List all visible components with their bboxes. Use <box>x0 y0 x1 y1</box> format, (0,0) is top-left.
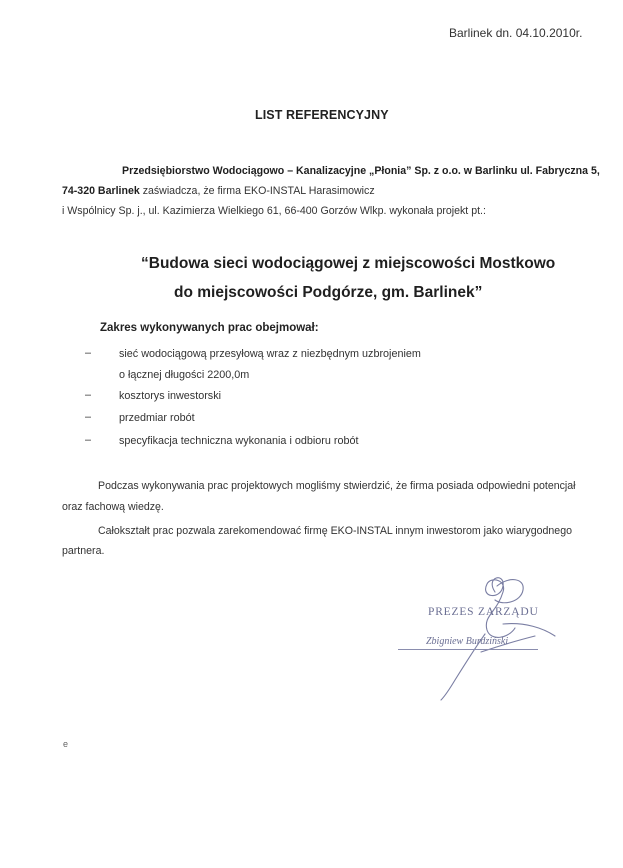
paragraph-2-line-1: Całokształt prac pozwala zarekomendować firmę EKO-INSTAL innym inwestorom jako wiarygodnego <box>98 525 572 537</box>
intro-line-1 <box>122 165 600 177</box>
letter-date: Barlinek dn. 04.10.2010r. <box>449 26 583 40</box>
scope-item-text: sieć wodociągową przesyłową wraz z niezbędnym uzbrojeniem <box>119 348 421 360</box>
bullet-dash: – <box>85 389 92 401</box>
paragraph-1-line-2: oraz fachową wiedzę. <box>62 501 164 513</box>
scope-item-text: przedmiar robót <box>119 412 195 424</box>
intro-line-2 <box>62 185 375 197</box>
stamp-name: Zbigniew Burdziński <box>426 636 509 647</box>
project-title-line-2: do miejscowości Podgórze, gm. Barlinek” <box>174 284 483 301</box>
scope-item <box>85 411 195 424</box>
intro-line-2-text: zaświadcza, że firma EKO-INSTAL Harasimowicz <box>139 185 375 197</box>
company-postal-city: 74-320 Barlinek <box>62 185 140 197</box>
scope-item <box>85 347 421 360</box>
letter-title: LIST REFERENCYJNY <box>255 108 389 122</box>
stamp-underline <box>398 649 538 650</box>
scope-heading: Zakres wykonywanych prac obejmował: <box>100 322 319 334</box>
paragraph-2-line-2: partnera. <box>62 545 105 557</box>
scope-item <box>85 434 359 447</box>
bullet-dash: – <box>85 347 92 359</box>
footer-mark: e <box>63 739 69 749</box>
bullet-dash: – <box>85 434 92 446</box>
paragraph-1-line-1: Podczas wykonywania prac projektowych mogliśmy stwierdzić, że firma posiada odpowiedni potencjał <box>98 480 576 492</box>
company-name: Przedsiębiorstwo Wodociągowo – Kanalizacyjne „Płonia” Sp. z o.o. w Barlinku ul. Fabryczna 5, <box>122 165 600 177</box>
project-title-line-1: “Budowa sieci wodociągowej z miejscowości Mostkowo <box>141 255 556 272</box>
scope-item-text: specyfikacja techniczna wykonania i odbioru robót <box>119 435 359 447</box>
scope-item-text: kosztorys inwestorski <box>119 390 221 402</box>
stamp-role: PREZES ZARZĄDU <box>428 606 539 618</box>
bullet-dash: – <box>85 411 92 423</box>
intro-line-3: i Wspólnicy Sp. j., ul. Kazimierza Wielkiego 61, 66-400 Gorzów Wlkp. wykonała projekt pt.: <box>62 205 486 217</box>
scope-item-continuation: o łącznej długości 2200,0m <box>119 369 250 381</box>
scope-item <box>85 389 221 402</box>
